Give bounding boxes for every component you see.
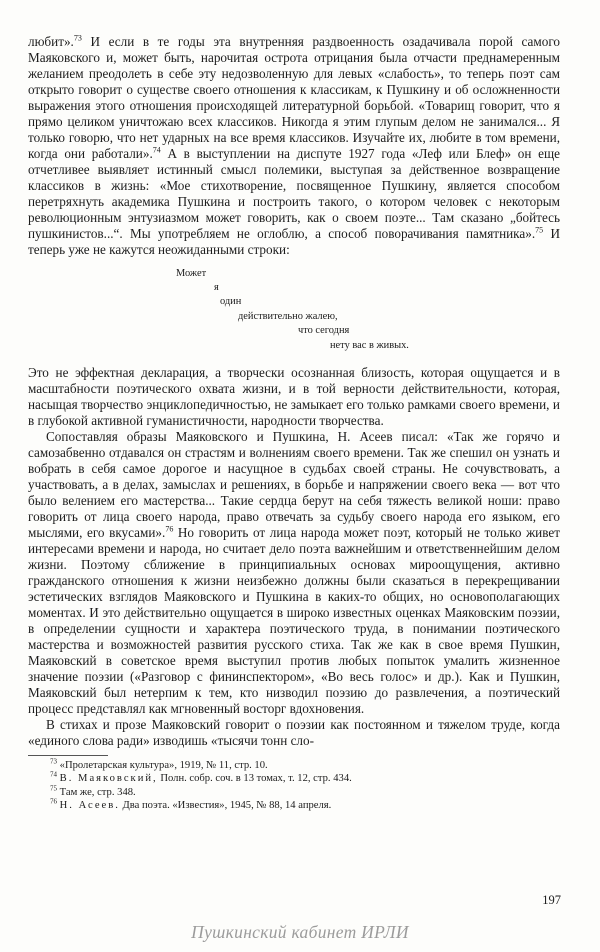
paragraph-3-text: Сопоставляя образы Маяковского и Пушкина, Н. Асеев писал: «Так же горячо и самозабвенно отдавался он страстям и волнениям своего времени. Так же спешил он узнать и вобрать в себя самое дорогое и насущное в судьбах своей страны. Не сочувствовать, а участвовать, а в делах, замыслах и решениях, в борьбе и напряжении своего века — вот что было велением его мастерства... Такие сердца берут на себя тяжесть великой ноши: право говорить от лица своего народа, право отвечать за судьбу своего народа его языком, его мыслями, его вкусами». (28, 429, 560, 540)
poem-quote (28, 267, 560, 355)
footnote-ref-74: 74 (152, 145, 161, 155)
footnote-divider (28, 755, 108, 756)
page-number: 197 (542, 893, 561, 907)
footnote-number: 73 (50, 757, 57, 766)
paragraph-1-text: И теперь уже не кажутся неожиданными строки: (28, 226, 560, 257)
footnote-76 (50, 799, 560, 812)
paragraph-1-text: любит». (28, 34, 74, 49)
footnote-text: Там же, стр. 348. (59, 786, 136, 798)
watermark: Пушкинский кабинет ИРЛИ (191, 922, 409, 942)
paragraph-1-text: И если в те годы эта внутренняя раздвоенность озадачивала порой самого Маяковского и, может быть, нарочитая острота отрицания была отчасти преднамеренным желанием преодолеть в себе эту недозволенную для левых «слабость», то теперь поэт сам открыто говорит о существе своего отношения к классикам, к Пушкину и об осложненности выражения этого отношения происходящей литературной борьбой. «Товарищ говорит, что я прямо целиком уничтожаю всех классиков. Никогда я этим глупым делом не занимался... Я только говорю, что нет ударных на все время классиков. Изучайте их, любите в том времени, когда они работали». (28, 34, 560, 161)
paragraph-1 (28, 34, 560, 258)
poem-line: действительно жалею, (238, 311, 338, 322)
poem-line: Может (176, 268, 207, 279)
paragraph-3-text: Но говорить от лица народа может поэт, который не только живет интересами времени и народа, но считает дело поэта важнейшим и ответственнейшим делом жизни. Поэтому сближение в принципиальных основах мироощущения, активно гражданского отношения к жизни неизбежно должны были сказаться в перекрещивании эстетических взглядов Маяковского и Пушкина в каких-то общих, но основополагающих моментах. И это действительно ощущается в широко известных оценках Маяковским поэзии, в определении сущности и характера поэтического труда, в понимании поэтического мастерства и возможностей развития русского стиха. Так же как в свое время Пушкин, Маяковский в советское время выступил против любых попыток умалить жизненное значение поэзии («Разговор с фининспектором», «Во весь голос» и др.). Как и Пушкин, Маяковский был нетерпим к тем, кто низводил поэзию до развлечения, а поэтический процесс представлял как мгновенный восторг вдохновения. (28, 525, 561, 716)
footnote-text: Два поэта. «Известия», 1945, № 88, 14 апреля. (119, 800, 332, 812)
footnote-author: В. Маяковский, (59, 773, 158, 785)
poem-line: что сегодня (298, 325, 350, 336)
paragraph-3 (28, 429, 560, 717)
footnote-ref-75: 75 (535, 225, 544, 235)
footnote-number: 74 (50, 770, 57, 779)
footnote-author: Н. Асеев. (59, 800, 120, 812)
footnote-73 (50, 759, 560, 772)
page-body (28, 34, 560, 813)
footnote-text: «Пролетарская культура», 1919, № 11, стр. 10. (59, 760, 268, 771)
footnote-number: 75 (50, 784, 57, 793)
footnote-75 (50, 786, 560, 799)
footnote-74 (50, 772, 560, 785)
poem-line: нету вас в живых. (330, 340, 409, 351)
footnote-ref-73: 73 (73, 33, 82, 43)
footnote-ref-76: 76 (165, 524, 174, 534)
footnote-text: Полн. собр. соч. в 13 томах, т. 12, стр. 434. (157, 773, 352, 785)
poem-line: один (220, 296, 242, 307)
paragraph-4: В стихах и прозе Маяковский говорит о поэзии как постоянном и тяжелом труде, когда «единого слова ради» изводишь «тысячи тонн сло- (28, 717, 560, 748)
footnote-number: 76 (50, 797, 57, 806)
paragraph-1-text: А в выступлении на диспуте 1927 года «Леф или Блеф» он еще отчетливее выявляет истинный смысл полемики, выступая за действенное возвращение классиков в жизнь: «Мое стихотворение, посвященное Пушкину, является способом перетряхнуть академика Пушкина и построить такого, о котором человек с некоторым революционным энтузиазмом может говорить, как о своем поэте... Там сказано „бойтесь пушкинистов...“. Мы употребляем не оглоблю, а способ поворачивания памятника». (28, 146, 560, 241)
poem-line: я (214, 282, 219, 293)
paragraph-2: Это не эффектная декларация, а творчески осознанная близость, которая ощущается и в масштабности поэтического охвата жизни, и в той верности действительности, которая, насыщая творчество энциклопедичностью, не замыкает его только рамками своего времени, и в глубокой активной гуманистичности, народности творчества. (28, 365, 560, 428)
footnotes (28, 755, 560, 813)
